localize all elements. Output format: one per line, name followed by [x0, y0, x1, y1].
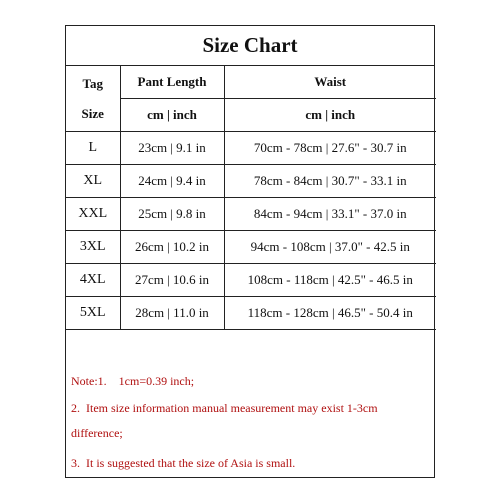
table-row — [66, 165, 436, 198]
pant-cell: 27cm | 10.6 in — [120, 264, 224, 297]
size-cell: XL — [66, 165, 120, 198]
pant-units: cm | inch — [120, 99, 224, 132]
waist-header: Waist — [224, 66, 436, 99]
table-row — [66, 264, 436, 297]
note-1: Note:1. 1cm=0.39 inch; — [71, 374, 195, 388]
pant-length-header: Pant Length — [120, 66, 224, 99]
units-row — [66, 99, 436, 132]
waist-cell: 108cm - 118cm | 42.5" - 46.5 in — [224, 264, 436, 297]
header-row — [66, 66, 436, 99]
note-2-cont: difference; — [71, 426, 123, 440]
note-3: 3. It is suggested that the size of Asia is small. — [71, 456, 296, 470]
waist-cell: 78cm - 84cm | 30.7" - 33.1 in — [224, 165, 436, 198]
table-row — [66, 132, 436, 165]
waist-cell: 84cm - 94cm | 33.1" - 37.0 in — [224, 198, 436, 231]
tag-label: Tag — [82, 75, 103, 91]
note-2: 2. Item size information manual measurement may exist 1-3cm — [71, 401, 378, 415]
size-cell: 4XL — [66, 264, 120, 297]
size-cell: XXL — [66, 198, 120, 231]
pant-cell: 24cm | 9.4 in — [120, 165, 224, 198]
waist-units: cm | inch — [224, 99, 436, 132]
size-chart — [65, 25, 435, 478]
size-label: Size — [81, 105, 104, 121]
size-table — [66, 66, 436, 330]
waist-cell: 70cm - 78cm | 27.6" - 30.7 in — [224, 132, 436, 165]
pant-cell: 28cm | 11.0 in — [120, 297, 224, 330]
table-row — [66, 231, 436, 264]
pant-cell: 23cm | 9.1 in — [120, 132, 224, 165]
pant-cell: 25cm | 9.8 in — [120, 198, 224, 231]
size-cell: 3XL — [66, 231, 120, 264]
pant-cell: 26cm | 10.2 in — [120, 231, 224, 264]
table-row — [66, 297, 436, 330]
size-cell: 5XL — [66, 297, 120, 330]
waist-cell: 118cm - 128cm | 46.5" - 50.4 in — [224, 297, 436, 330]
tag-size-header — [66, 66, 120, 132]
size-cell: L — [66, 132, 120, 165]
table-row — [66, 198, 436, 231]
waist-cell: 94cm - 108cm | 37.0" - 42.5 in — [224, 231, 436, 264]
chart-title: Size Chart — [66, 26, 434, 66]
